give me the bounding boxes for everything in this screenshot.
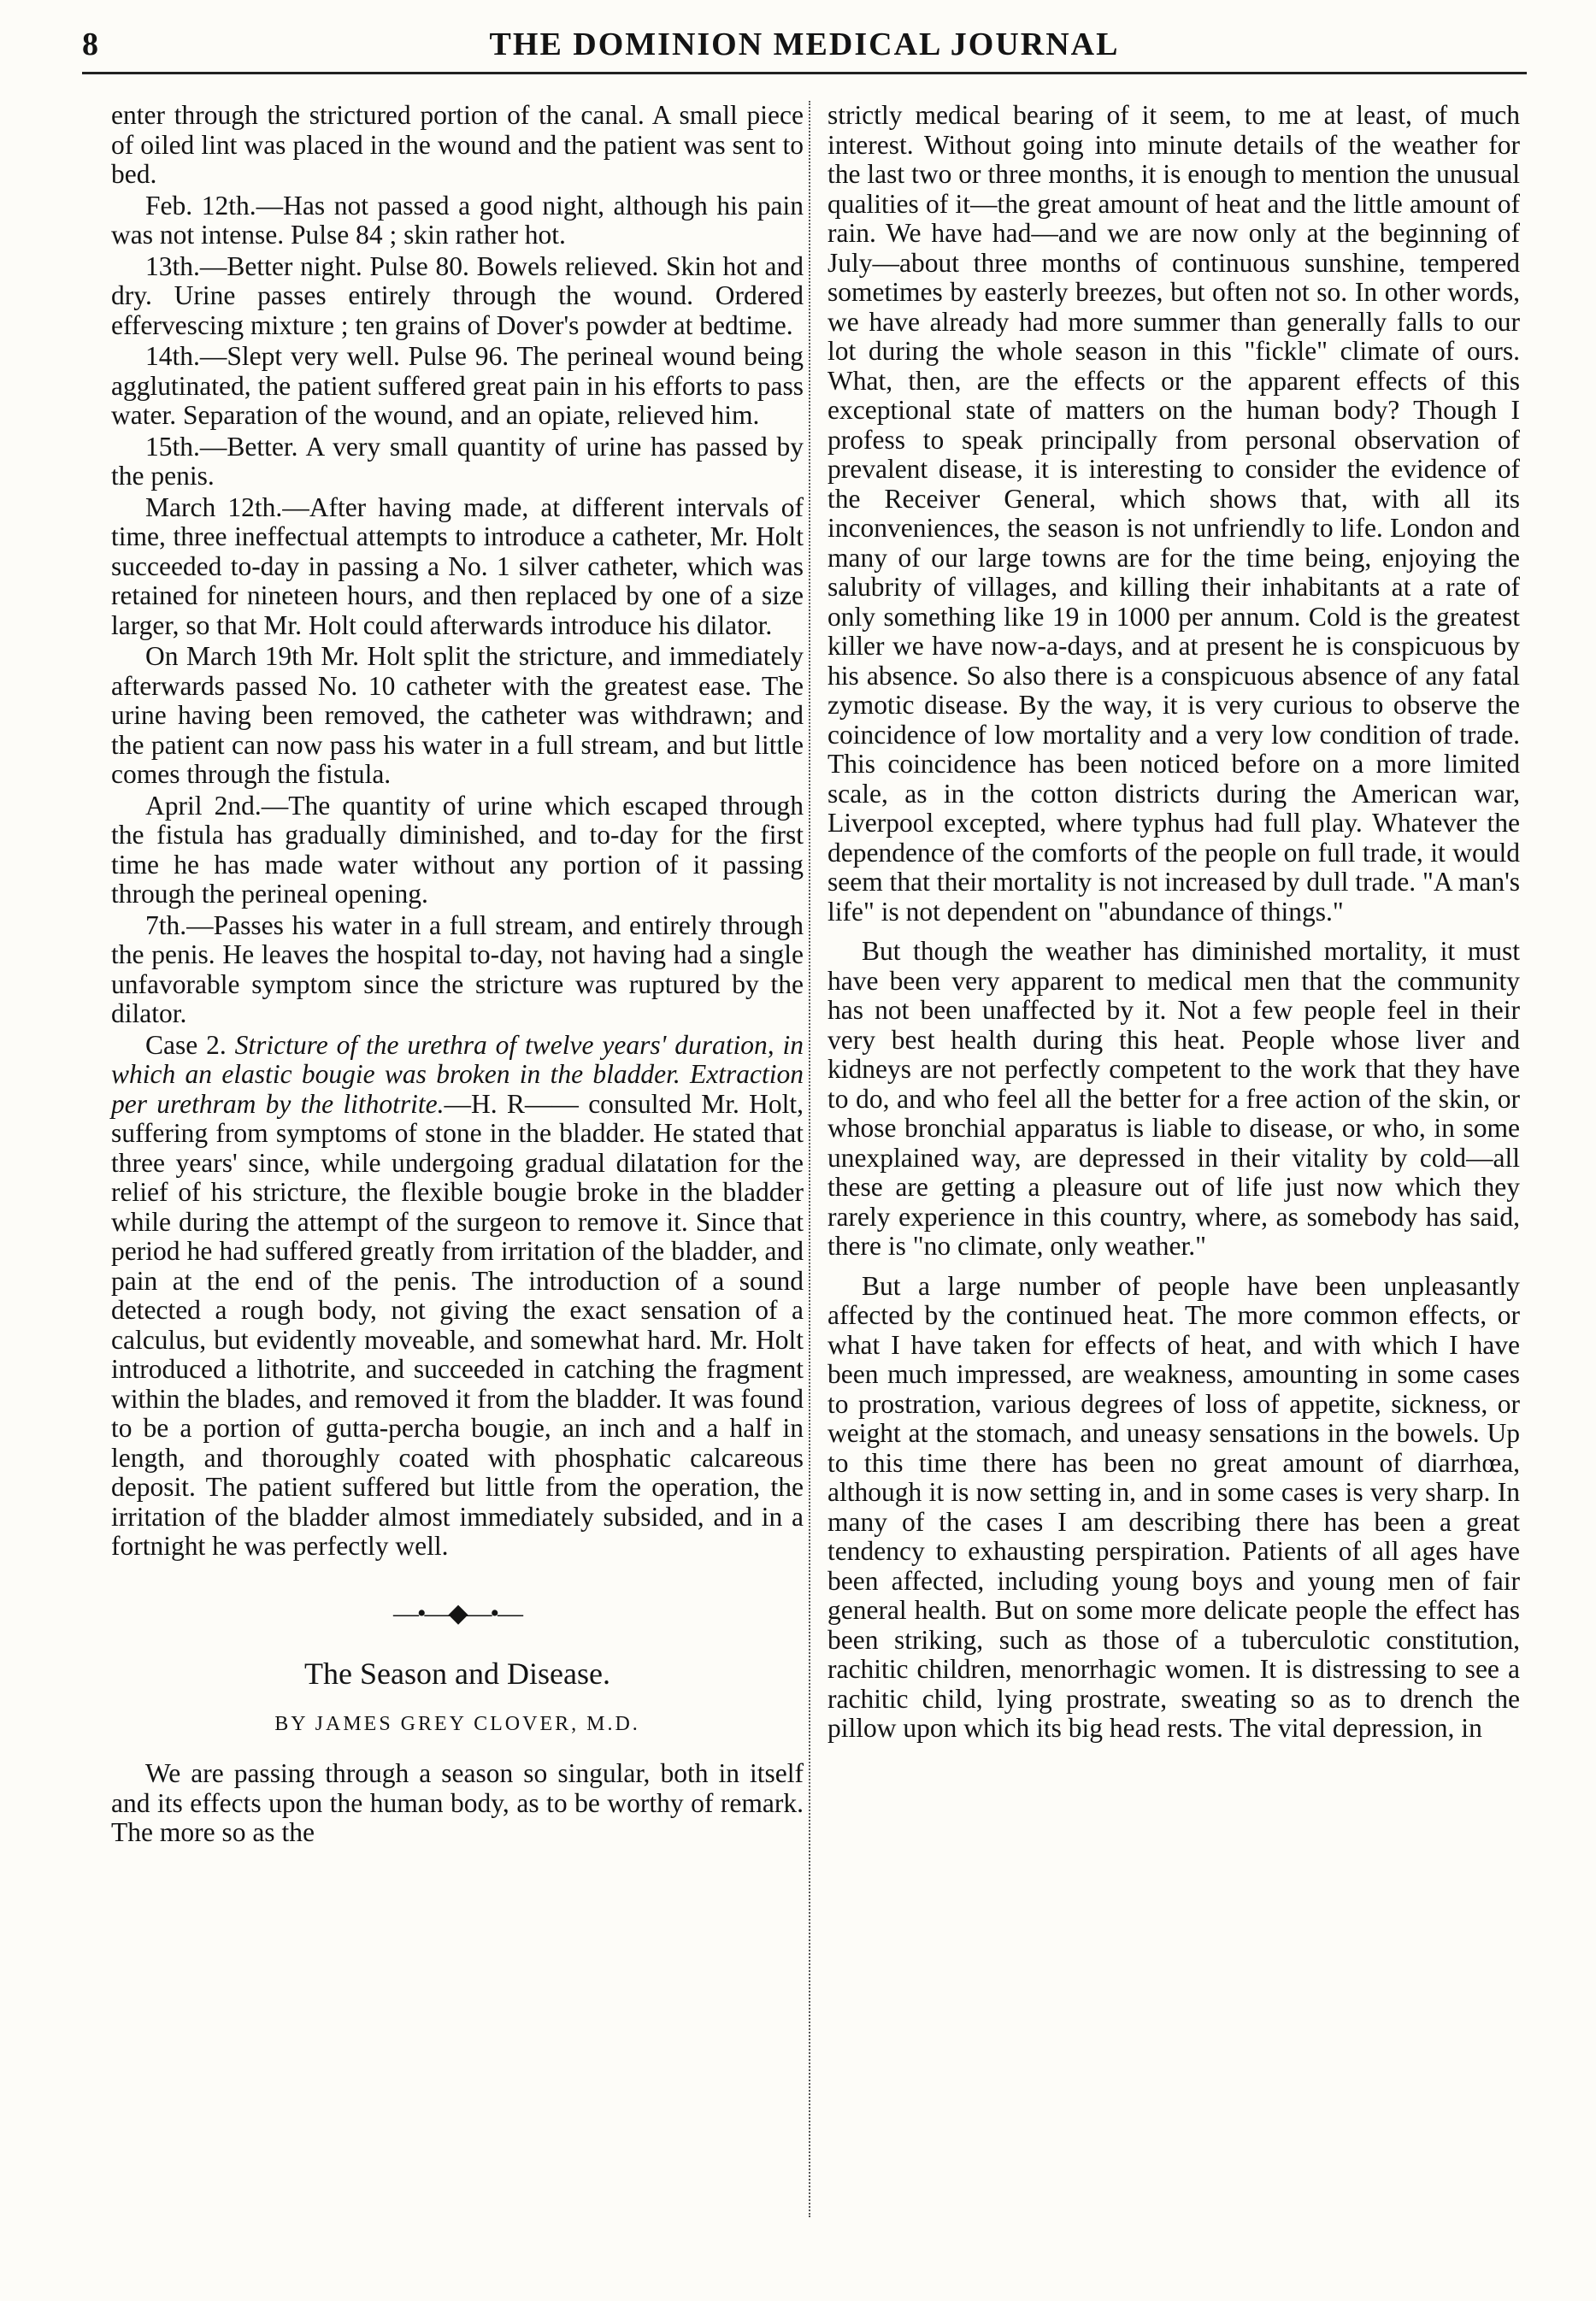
right-column <box>827 101 1520 1744</box>
paragraph: 13th.—Better night. Pulse 80. Bowels relieved. Skin hot and dry. Urine passes entirely through the wound. Ordered effervescing mixture ; ten grains of Dover's powder at bedtime. <box>111 250 804 340</box>
paragraph: On March 19th Mr. Holt split the stricture, and immediately afterwards passed No. 10 catheter with the greatest ease. The urine having been removed, the catheter was withdrawn; and the patient can now pass his water in a full stream, and but little comes through the fistula. <box>111 641 804 789</box>
case-2-text: —H. R—— consulted Mr. Holt, suffering from symptoms of stone in the bladder. He stated that three years' since, while undergoing gradual dilatation for the relief of his stricture, the flexible bougie broke in the bladder while during the attempt of the surgeon to remove it. Since that period he had suffered greatly from irritation of the bladder, and pain at the end of the penis. The introduction of a sound detected a rough body, not giving the exact sensation of a calculus, but evidently moveable, and somewhat hard. Mr. Holt introduced a lithotrite, and succeeded in catching the fragment within the blades, and removed it from the bladder. It was found to be a portion of gutta-percha bougie, an inch and a half in length, and thoroughly coated with phosphatic calcareous deposit. The patient suffered but little from the operation, the irritation of the bladder almost immediately subsided, and in a fortnight he was perfectly well. <box>111 1088 804 1561</box>
paragraph: But though the weather has diminished mortality, it must have been very apparent to medical men that the community has not been unaffected by it. Not a few people feel in their very best health during this heat. People whose liver and kidneys are not perfectly competent to the work that they have to do, and who feel all the better for a free action of the skin, or whose bronchial apparatus is liable to disease, or who, in some unexplained way, are depressed in their vitality by cold—all these are getting a pleasure out of life just now which they rarely experience in this country, where, as somebody has said, there is "no climate, only weather." <box>827 936 1520 1261</box>
paragraph: We are passing through a season so singular, both in itself and its effects upon the human body, as to be worthy of remark. The more so as the <box>111 1758 804 1847</box>
paragraph: enter through the strictured portion of the canal. A small piece of oiled lint was placed in the wound and the patient was sent to bed. <box>111 100 804 189</box>
paragraph: April 2nd.—The quantity of urine which escaped through the fistula has gradually diminished, and to-day for the first time he has made water without any portion of it passing through the perineal opening. <box>111 790 804 909</box>
paragraph: March 12th.—After having made, at different intervals of time, three ineffectual attempts to introduce a catheter, Mr. Holt succeeded to-day in passing a No. 1 silver catheter, which was retained for nineteen hours, and then replaced by one of a size larger, so that Mr. Holt could afterwards introduce his dilator. <box>111 491 804 640</box>
paragraph: 14th.—Slept very well. Pulse 96. The perineal wound being agglutinated, the patient suffered great pain in his efforts to pass water. Separation of the wound, and an opiate, relieved him. <box>111 341 804 430</box>
column-divider <box>809 101 810 2217</box>
case-2-label: Case 2. <box>145 1029 227 1060</box>
page-number: 8 <box>82 26 98 62</box>
running-head: THE DOMINION MEDICAL JOURNAL <box>489 26 1120 62</box>
paragraph: But a large number of people have been unpleasantly affected by the continued heat. The more common effects, or what I have taken for effects of heat, and with which I have been much impressed, are weakness, amounting in some cases to prostration, various degrees of loss of appetite, sickness, or weight at the stomach, and uneasy sensations in the bowels. Up to this time there has been no great amount of diarrhœa, although it is now setting in, and in some cases is very sharp. In many of the cases I am describing there has been a great tendency to exhausting perspiration. Patients of all ages have been affected, including young boys and young men of fair general health. But on some more delicate people the effect has been striking, such as those of a tuberculotic constitution, rachitic children, menorrhagic women. It is distressing to see a rachitic child, lying prostrate, sweating so as to drench the pillow upon which its big head rests. The vital depression, in <box>827 1270 1520 1743</box>
paragraph: Feb. 12th.—Has not passed a good night, although his pain was not intense. Pulse 84 ; skin rather hot. <box>111 190 804 250</box>
paragraph: 15th.—Better. A very small quantity of urine has passed by the penis. <box>111 431 804 491</box>
case-2-heading: Stricture of the urethra of twelve years' duration, in which an elastic bougie was broken in the bladder. Extraction per urethram by the lithotrite. <box>111 1029 804 1119</box>
article-title: The Season and Disease. <box>304 1657 610 1691</box>
paragraph: 7th.—Passes his water in a full stream, and entirely through the penis. He leaves the hospital to-day, not having had a single unfavorable symptom since the stricture was ruptured by the dilator. <box>111 909 804 1028</box>
header-rule <box>82 72 1527 74</box>
left-column <box>111 101 804 1848</box>
section-ornament: —•—◆—•— <box>392 1598 522 1627</box>
case-2-paragraph <box>111 1031 804 1562</box>
page-header <box>82 19 1527 79</box>
article-byline: BY JAMES GREY CLOVER, M.D. <box>274 1712 640 1735</box>
paragraph: strictly medical bearing of it seem, to me at least, of much interest. Without going into minute details of the weather for the last two or three months, it is enough to mention the unusual qualities of it—the great amount of heat and the little amount of rain. We have had—and we are now only at the beginning of July—about three months of continuous sunshine, tempered sometimes by easterly breezes, but often not so. In other words, we have already had more summer than generally falls to our lot during the whole season in this "fickle" climate of ours. What, then, are the effects or the apparent effects of this exceptional state of matters on the human body? Though I profess to speak principally from personal observation of prevalent disease, it is interesting to consider the evidence of the Receiver General, which shows that, with all its inconveniences, the season is not unfriendly to life. London and many of our large towns are for the time being, enjoying the salubrity of villages, and killing their inhabitants at a rate of only something like 19 in 1000 per annum. Cold is the greatest killer we have now-a-days, and at present he is conspicuous by his absence. So also there is a conspicuous absence of any fatal zymotic disease. By the way, it is very curious to observe the coincidence of low mortality and a very low condition of trade. This coincidence has been noticed before on a more limited scale, as in the cotton districts during the American war, Liverpool excepted, where typhus had full play. Whatever the dependence of the comforts of the people on full trade, it would seem that their mortality is not increased by dull trade. "A man's life" is not dependent on "abundance of things." <box>827 100 1520 927</box>
